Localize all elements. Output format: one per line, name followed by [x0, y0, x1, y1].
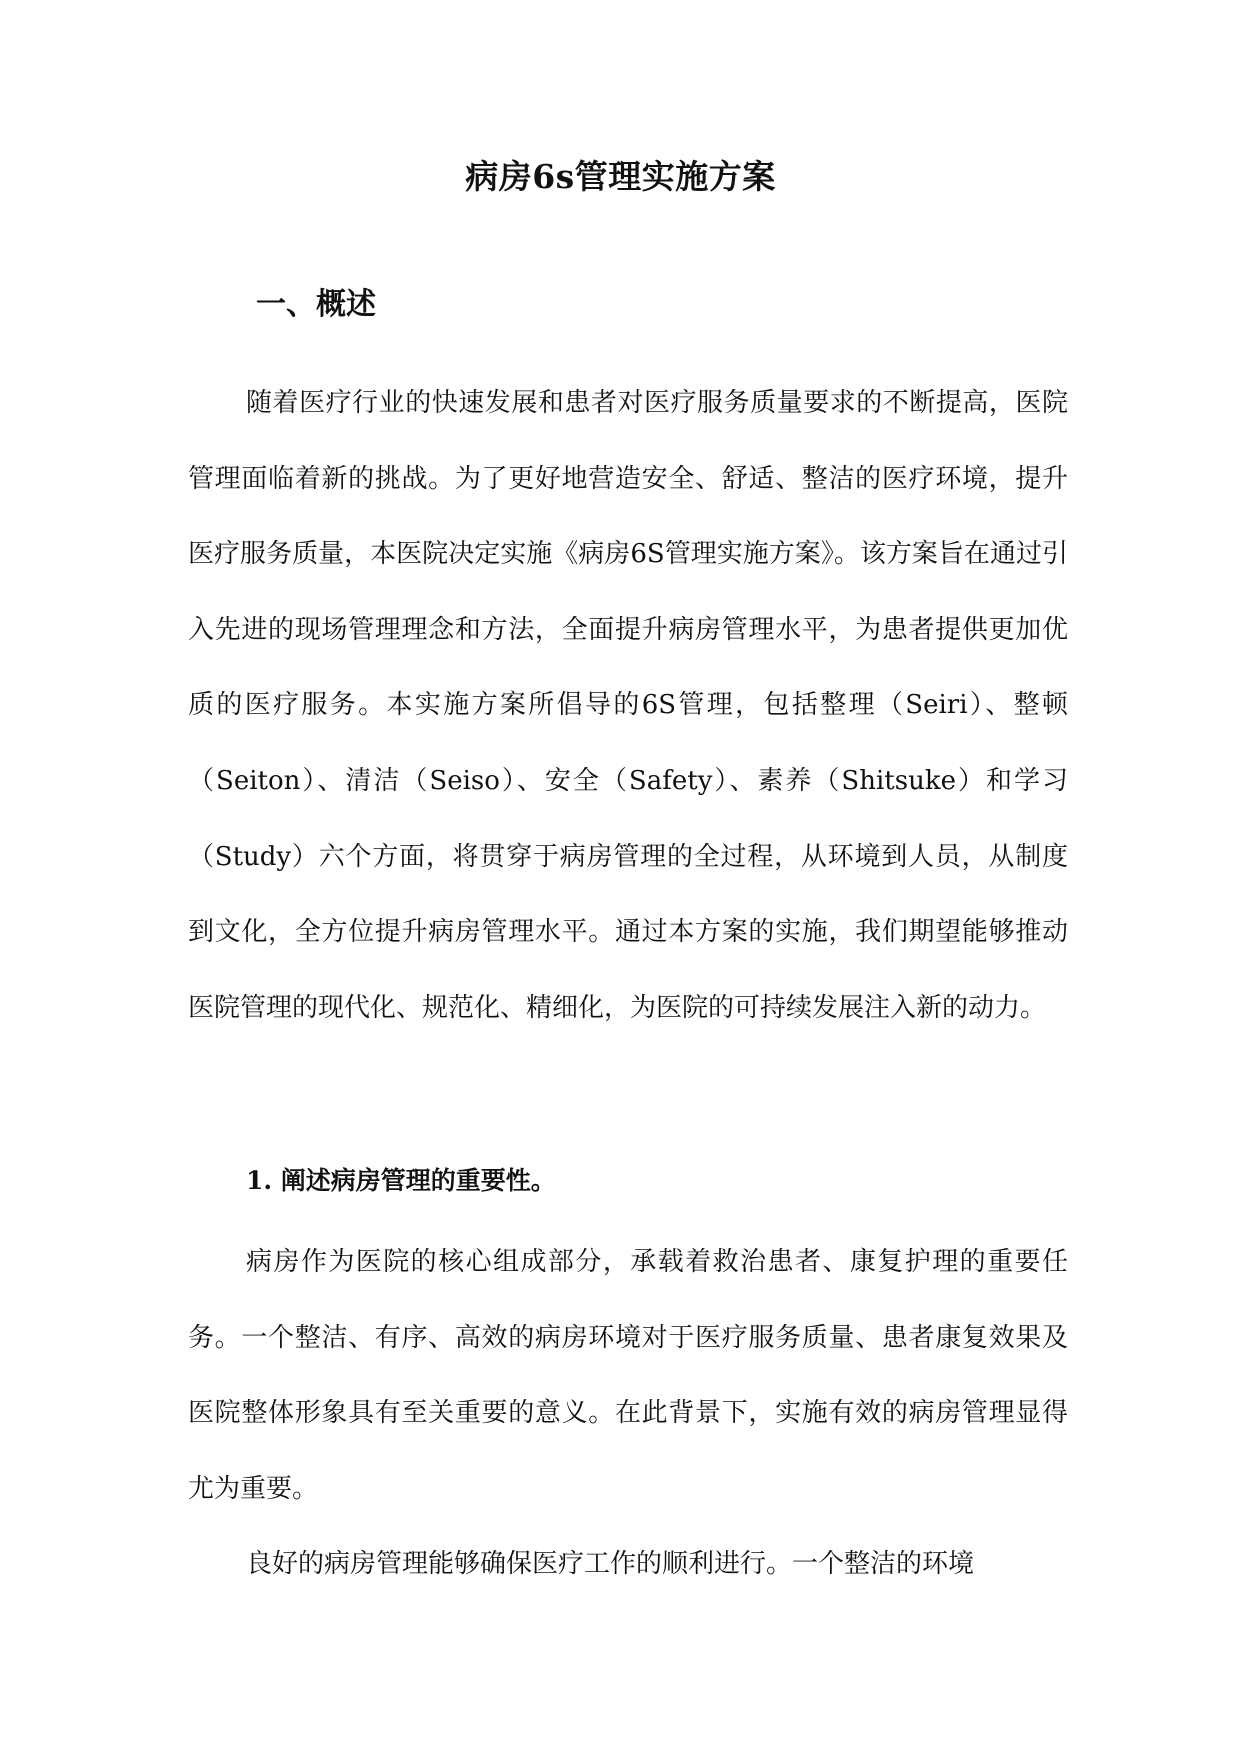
section-heading-overview: 一、概述 — [256, 287, 376, 322]
importance-paragraph-1: 病房作为医院的核心组成部分，承载着救治患者、康复护理的重要任务。一个整洁、有序、高效的病房环境对于医疗服务质量、患者康复效果及医院整体形象具有至关重要的意义。在此背景下，实施有效的病房管理显得尤为重要。 — [188, 1247, 1068, 1504]
document-title: 病房6s管理实施方案 — [465, 157, 776, 196]
subsection-heading-importance: 1. 阐述病房管理的重要性。 — [246, 1166, 556, 1195]
overview-paragraph: 随着医疗行业的快速发展和患者对医疗服务质量要求的不断提高，医院管理面临着新的挑战。为了更好地营造安全、舒适、整洁的医疗环境，提升医疗服务质量，本医院决定实施《病房6S管理实施方案》。该方案旨在通过引入先进的现场管理理念和方法，全面提升病房管理水平，为患者提供更加优质的医疗服务。本实施方案所倡导的6S管理，包括整理（Seiri）、整顿（Seiton）、清洁（Seiso）、安全（Safety）、素养（Shitsuke）和学习（Study）六个方面，将贯穿于病房管理的全过程，从环境到人员，从制度到文化，全方位提升病房管理水平。通过本方案的实施，我们期望能够推动医院管理的现代化、规范化、精细化，为医院的可持续发展注入新的动力。 — [188, 388, 1068, 1023]
importance-paragraph-2: 良好的病房管理能够确保医疗工作的顺利进行。一个整洁的环境 — [246, 1549, 975, 1579]
